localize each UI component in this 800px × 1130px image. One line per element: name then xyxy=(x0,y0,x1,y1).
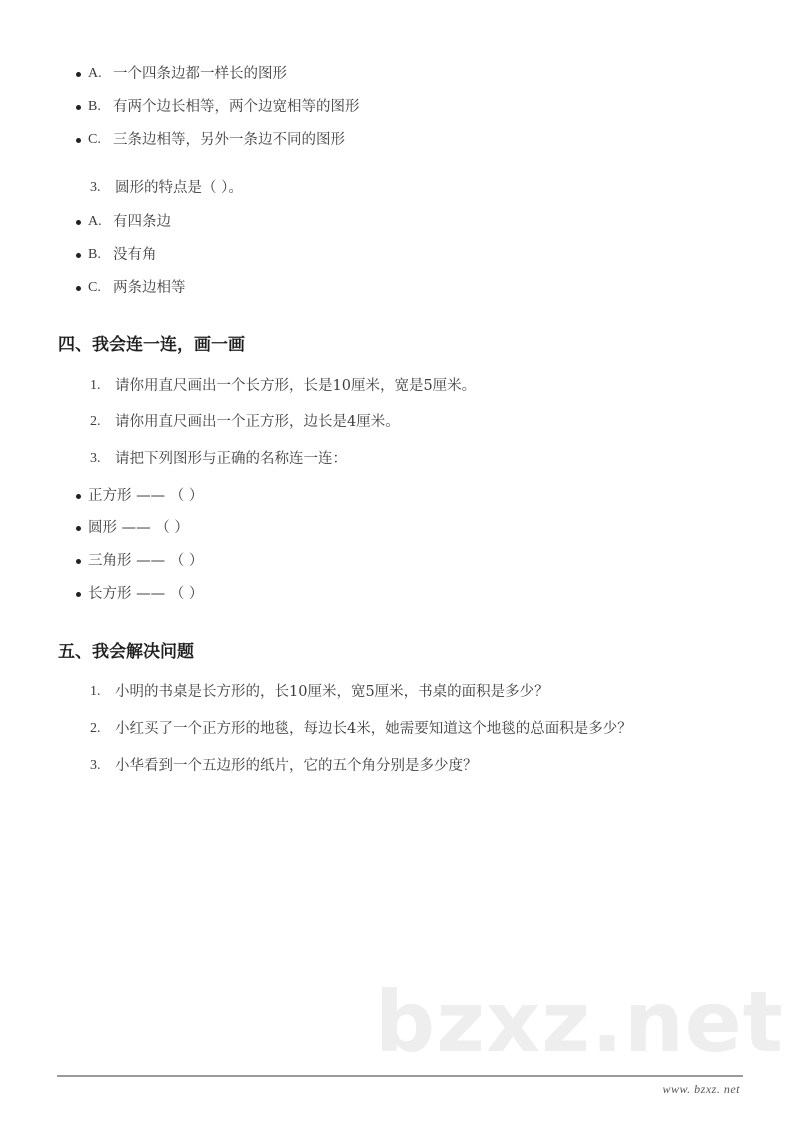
bullet-icon xyxy=(76,592,81,597)
option-text: 有两个边长相等，两个边宽相等的图形 xyxy=(113,99,360,115)
footer-divider xyxy=(57,1075,743,1077)
item-number: 2. xyxy=(90,721,101,736)
option-text: 一个四条边都一样长的图形 xyxy=(113,66,287,82)
option-label: A. xyxy=(88,214,102,229)
option-label: A. xyxy=(88,66,102,81)
bullet-icon xyxy=(76,105,81,110)
option-text: 三条边相等，另外一条边不同的图形 xyxy=(113,132,345,148)
bullet-icon xyxy=(76,494,81,499)
watermark: bzxz.net xyxy=(375,973,784,1071)
question-text: 圆形的特点是（ ）。 xyxy=(115,180,243,196)
bullet-icon xyxy=(76,72,81,77)
bullet-icon xyxy=(76,559,81,564)
item-number: 1. xyxy=(90,378,101,393)
item-text: 请把下列图形与正确的名称连一连： xyxy=(115,451,347,467)
bullet-icon xyxy=(76,220,81,225)
footer-url: www. bzxz. net xyxy=(662,1082,740,1096)
item-number: 3. xyxy=(90,451,101,466)
option-text: 没有角 xyxy=(113,247,157,263)
match-text: 正方形 —— （ ） xyxy=(88,488,204,504)
item-text: 请你用直尺画出一个长方形，长是10厘米，宽是5厘米。 xyxy=(115,378,477,394)
section-5-heading: 五、我会解决问题 xyxy=(58,642,194,662)
item-text: 小华看到一个五边形的纸片，它的五个角分别是多少度？ xyxy=(115,758,478,774)
section-4-heading: 四、我会连一连，画一画 xyxy=(58,335,245,355)
option-text: 有四条边 xyxy=(113,214,171,230)
option-text: 两条边相等 xyxy=(113,280,186,296)
item-text: 请你用直尺画出一个正方形，边长是4厘米。 xyxy=(115,414,400,430)
item-number: 3. xyxy=(90,758,101,773)
bullet-icon xyxy=(76,138,81,143)
question-number: 3. xyxy=(90,180,101,195)
item-text: 小红买了一个正方形的地毯，每边长4米，她需要知道这个地毯的总面积是多少？ xyxy=(115,721,632,737)
item-text: 小明的书桌是长方形的，长10厘米，宽5厘米，书桌的面积是多少？ xyxy=(115,684,549,700)
option-label: B. xyxy=(88,99,101,114)
item-number: 1. xyxy=(90,684,101,699)
option-label: B. xyxy=(88,247,101,262)
bullet-icon xyxy=(76,253,81,258)
option-label: C. xyxy=(88,132,101,147)
match-text: 圆形 —— （ ） xyxy=(88,520,189,536)
item-number: 2. xyxy=(90,414,101,429)
bullet-icon xyxy=(76,526,81,531)
bullet-icon xyxy=(76,286,81,291)
match-text: 三角形 —— （ ） xyxy=(88,553,204,569)
option-label: C. xyxy=(88,280,101,295)
match-text: 长方形 —— （ ） xyxy=(88,586,204,602)
